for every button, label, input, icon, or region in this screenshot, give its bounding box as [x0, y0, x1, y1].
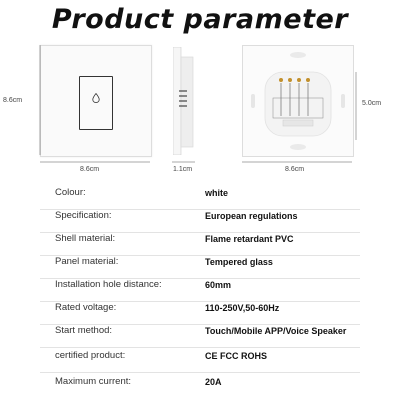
spec-label: Installation hole distance: — [55, 279, 162, 290]
spec-row — [0, 376, 400, 399]
spec-label: Shell material: — [55, 233, 116, 244]
spec-value: 20A — [205, 377, 222, 387]
back-panel-details — [243, 46, 353, 156]
spec-row — [0, 187, 400, 210]
front-width-label: 8.6cm — [80, 166, 100, 173]
spec-label: Panel material: — [55, 256, 119, 267]
spec-row — [0, 350, 400, 373]
spec-label: Maximum current: — [55, 376, 132, 387]
back-view — [242, 45, 354, 157]
spec-label: Rated voltage: — [55, 302, 117, 313]
spec-value: 110-250V,50-60Hz — [205, 303, 280, 313]
page-title: Product parameter — [51, 4, 349, 35]
back-height-label: 5.0cm — [362, 100, 382, 107]
spec-value: Flame retardant PVC — [205, 234, 294, 244]
back-width-label: 8.6cm — [285, 166, 305, 173]
spec-label: certified product: — [55, 350, 126, 361]
side-depth-label: 1.1cm — [173, 166, 193, 173]
front-view — [40, 45, 152, 157]
spec-row — [0, 302, 400, 325]
spec-label: Colour: — [55, 187, 86, 198]
spec-label: Specification: — [55, 210, 112, 221]
front-height-label: 8.6cm — [3, 97, 23, 104]
touch-button — [79, 76, 113, 130]
spec-value: Touch/Mobile APP/Voice Speaker — [205, 326, 347, 336]
spec-value: Tempered glass — [205, 257, 273, 267]
spec-value: CE FCC ROHS — [205, 351, 268, 361]
spec-row — [0, 279, 400, 302]
spec-row — [0, 233, 400, 256]
spec-value: European regulations — [205, 211, 298, 221]
spec-value: white — [205, 188, 229, 198]
spec-value: 60mm — [205, 280, 232, 290]
spec-row — [0, 325, 400, 348]
row-divider — [40, 372, 360, 373]
side-view — [173, 47, 195, 155]
water-drop-icon — [92, 93, 100, 103]
spec-label: Start method: — [55, 325, 113, 336]
row-divider — [40, 347, 360, 348]
spec-row — [0, 256, 400, 279]
spec-row — [0, 210, 400, 233]
product-views — [0, 0, 400, 185]
